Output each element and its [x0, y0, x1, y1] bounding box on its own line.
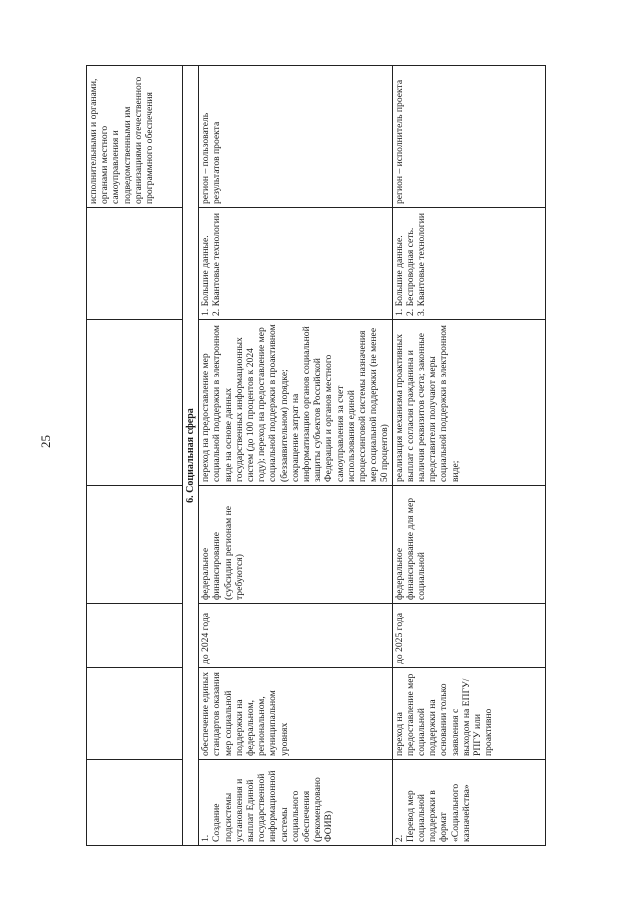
table-row: [392, 66, 545, 846]
cell-empty: [87, 320, 183, 486]
cell-empty: [87, 486, 183, 604]
technology-item: 1. Большие данные.: [393, 235, 405, 316]
cell-empty: [87, 604, 183, 668]
cell-empty: [87, 208, 183, 320]
goal-cell: обеспечение единых стандартов оказания мер социальной поддержки на федеральном, региональном, муниципальном уровнях: [199, 668, 392, 760]
funding-cell: федеральное финансирование для мер социальной: [392, 486, 545, 604]
technology-item: 1. Большие данные.: [200, 235, 212, 316]
rotated-table-wrapper: [86, 66, 528, 846]
technology-item: 2. Квантовые технологии: [211, 213, 223, 316]
technologies-cell: [199, 208, 392, 320]
row-number: 2.: [393, 834, 405, 842]
effect-cell: реализация механизма проактивных выплат с согласия гражданина и наличия реквизитов счета; законные представители получают меры социальной поддержки в электронном виде;: [392, 320, 545, 486]
technology-item: 2. Беспроводная сеть.: [404, 227, 416, 316]
deadline-cell: до 2024 года: [199, 604, 392, 668]
funding-cell: федеральное финансирование (субсидии регионам не требуются): [199, 486, 392, 604]
cell-empty: [87, 668, 183, 760]
project-name: Создание подсистемы установления и выплат Единой государственной информационной системы социального обеспечения (рекомендовано ФОИВ): [211, 770, 335, 842]
technology-item: 3. Квантовые технологии: [416, 213, 428, 316]
section-title: 6. Социальная сфера: [183, 66, 199, 846]
project-name-cell: [199, 760, 392, 846]
page-number: 25: [38, 435, 53, 448]
role-cell: регион – исполнитель проекта: [392, 66, 545, 208]
section-row: [183, 66, 199, 846]
continuation-responsible: исполнительными и органами, органами местного самоуправления и подведомственными им организациями отечественного программного обеспечения: [87, 66, 183, 208]
effect-cell: переход на предоставление мер социальной поддержки в электронном виде на основе данных государственных информационных систем (до 100 процентов к 2024 году); переход на предоставление мер социальной поддержки в проактивном (беззаявительном) порядке; сокращение затрат на информатизацию органов социальной защиты субъектов Российской Федерации и органов местного самоуправления за счет использования единой процессинговой системы назначения мер социальной поддержки (не менее 50 процентов): [199, 320, 392, 486]
project-name: Перевод мер социальной поддержки в формат «Социального казначейства»: [404, 783, 472, 842]
goal-cell: переход на предоставление мер социальной поддержки на основании только заявления с выходом на ЕПГУ/РПГУ или проактивно: [392, 668, 545, 760]
role-cell: регион – пользователь результатов проекта: [199, 66, 392, 208]
project-name-cell: [392, 760, 545, 846]
continuation-row: [87, 66, 183, 846]
cell-empty: [87, 760, 183, 846]
technologies-cell: [392, 208, 545, 320]
deadline-cell: до 2025 года: [392, 604, 545, 668]
row-number: 1.: [200, 834, 212, 842]
table-row: [199, 66, 392, 846]
social-sphere-table: [86, 65, 546, 846]
